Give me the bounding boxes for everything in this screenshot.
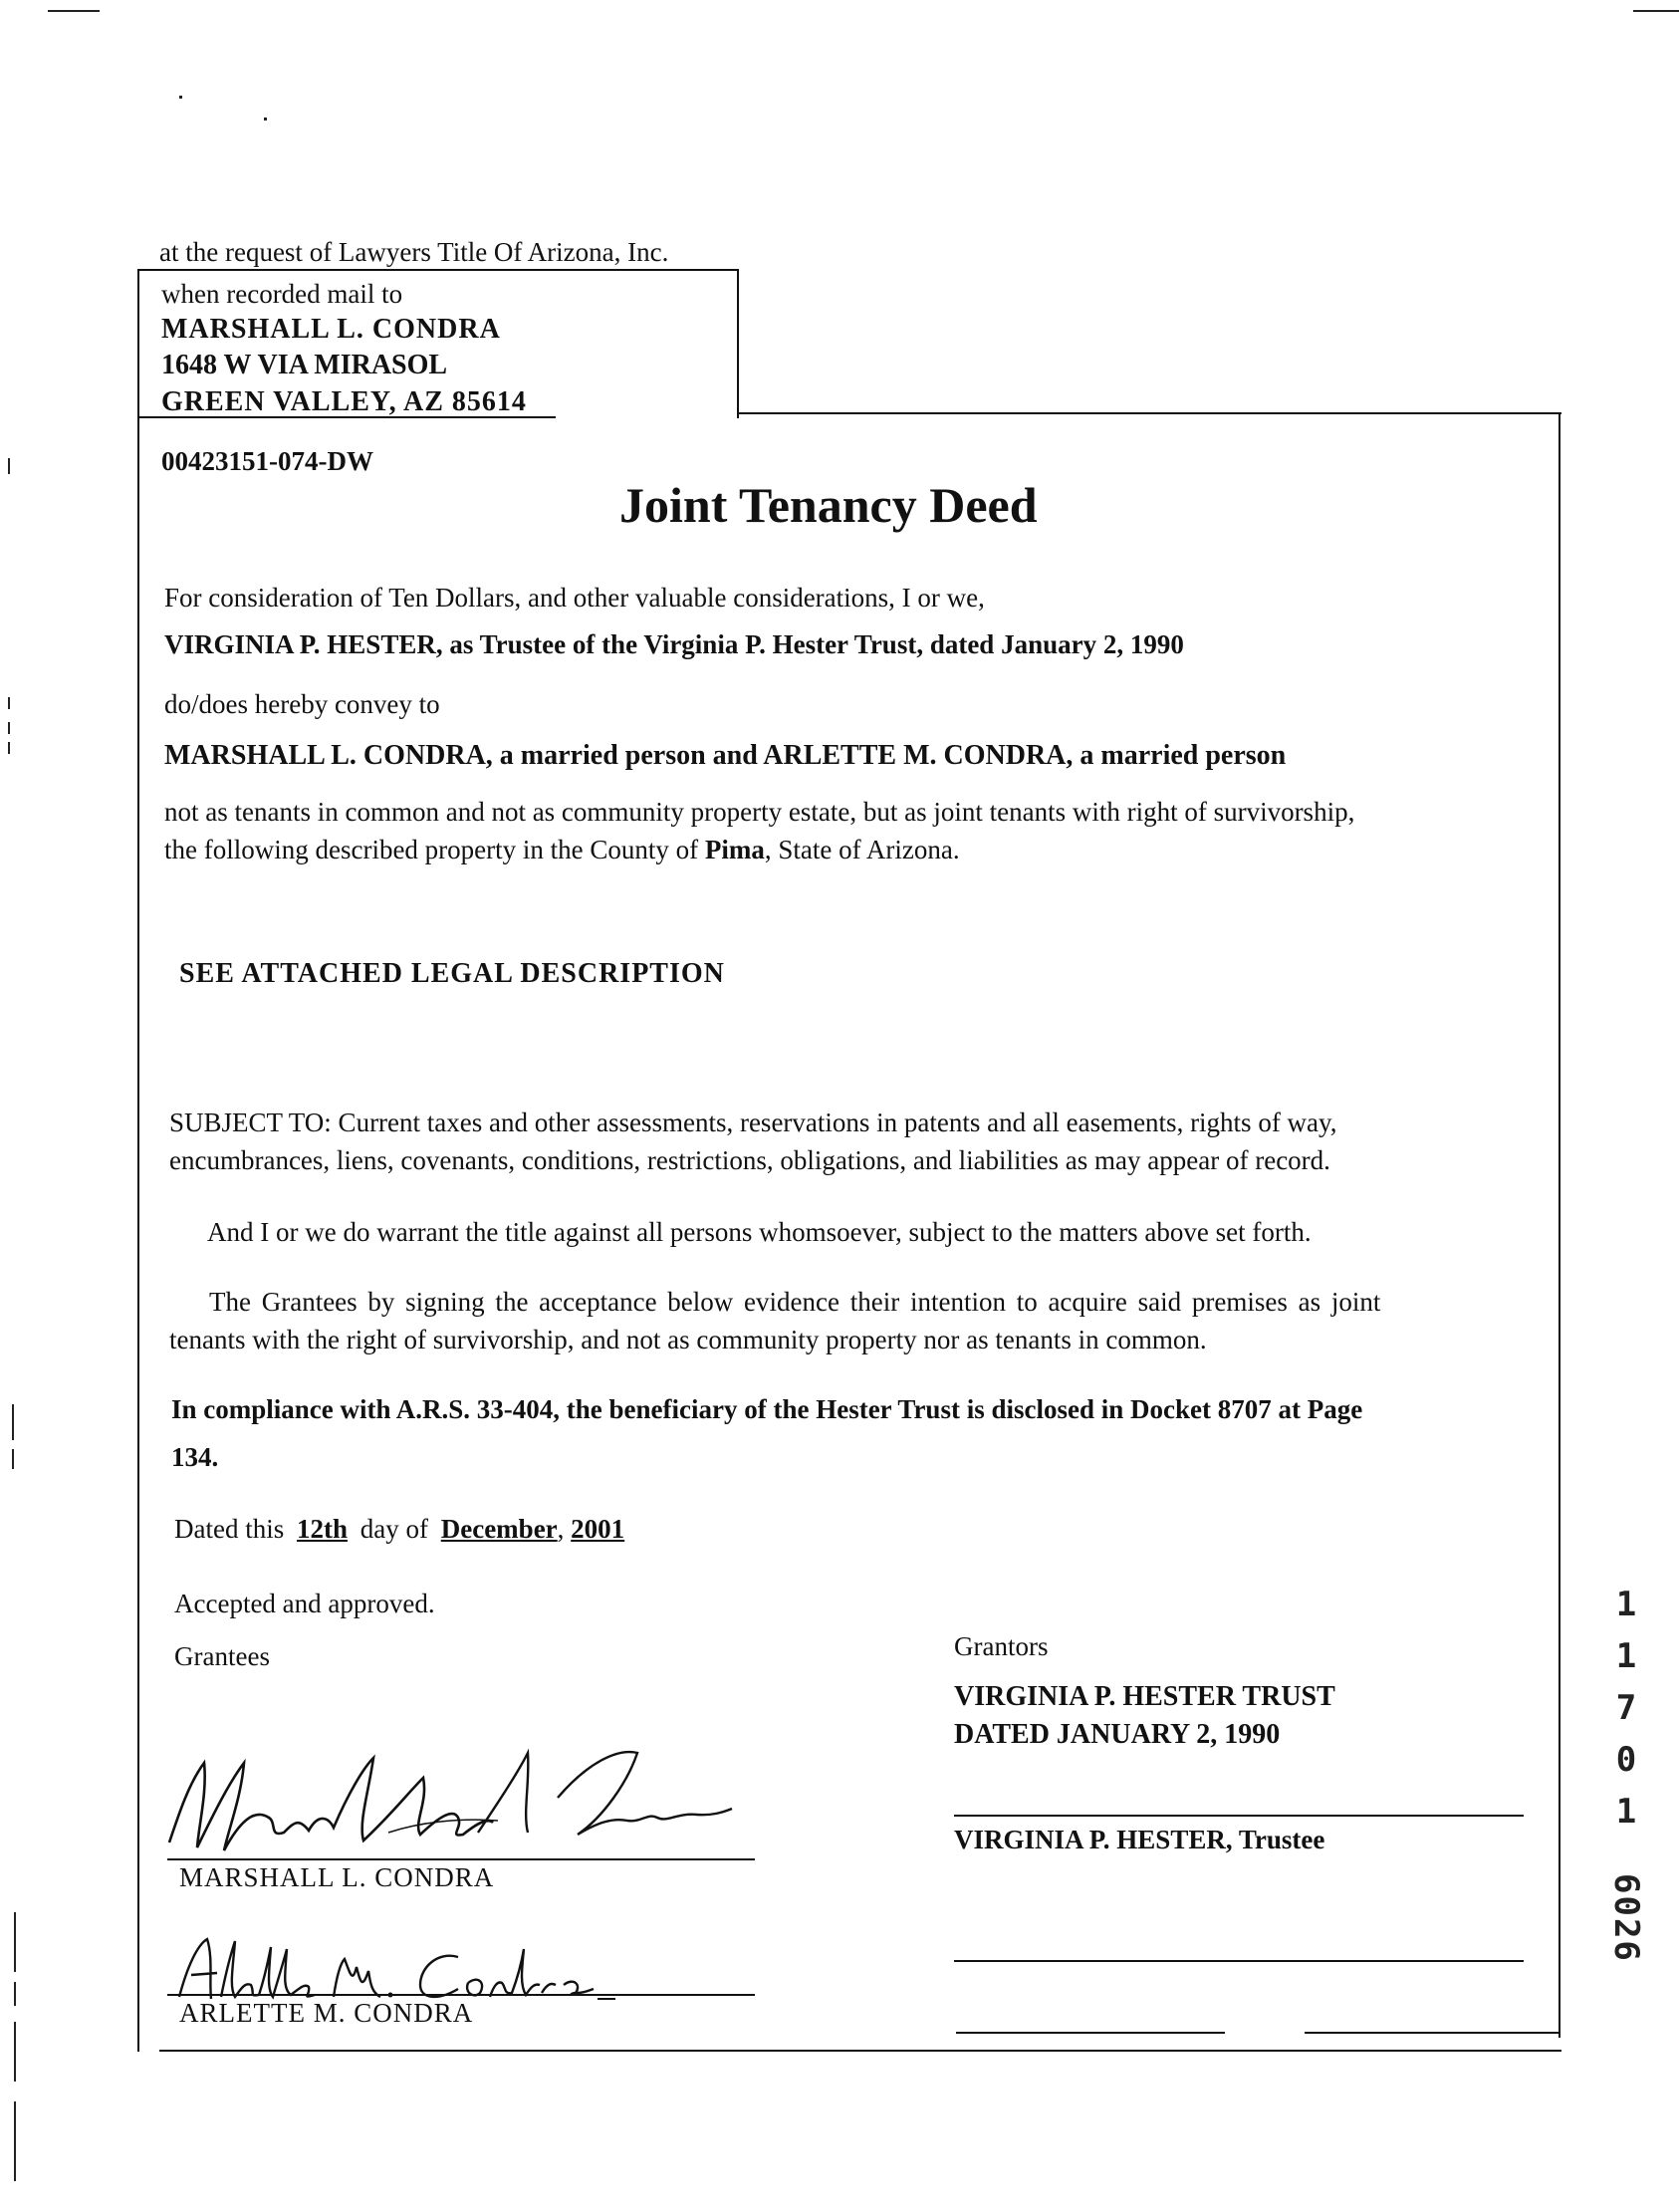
scan-mark bbox=[12, 1449, 14, 1469]
scan-mark bbox=[8, 697, 10, 709]
tenancy-text-2 bbox=[164, 835, 960, 865]
scan-mark bbox=[8, 722, 10, 734]
signature-line-arlette bbox=[167, 1994, 755, 1996]
dated-month: December bbox=[440, 1514, 558, 1544]
order-number: 00423151-074-DW bbox=[161, 446, 373, 476]
deed-frame-top-border bbox=[737, 412, 1561, 414]
dated-comma: , bbox=[557, 1514, 572, 1544]
dated-mid: day of bbox=[354, 1514, 435, 1544]
signer-name-arlette: ARLETTE M. CONDRA bbox=[179, 1998, 474, 2028]
stamp-digit: 0 bbox=[1615, 1740, 1637, 1780]
scan-mark bbox=[8, 458, 10, 474]
signer-trustee bbox=[954, 1825, 1324, 1855]
signer-trustee-name: VIRGINIA P. HESTER bbox=[954, 1825, 1226, 1854]
request-line: at the request of Lawyers Title Of Arizona, Inc. bbox=[159, 237, 669, 267]
grantors-label: Grantors bbox=[954, 1631, 1049, 1661]
bottom-rule-right bbox=[1305, 2032, 1559, 2034]
document-title: Joint Tenancy Deed bbox=[619, 477, 1038, 533]
scan-mark bbox=[264, 118, 267, 121]
tenancy-text-1: not as tenants in common and not as community property estate, but as joint tenants with right of survivorship, bbox=[164, 797, 1355, 827]
scan-mark bbox=[12, 1404, 14, 1440]
signature-line-trustee bbox=[954, 1815, 1524, 1817]
accepted-text: Accepted and approved. bbox=[174, 1589, 435, 1618]
tenancy-text-2b: , State of Arizona. bbox=[764, 835, 960, 864]
convey-text: do/does hereby convey to bbox=[164, 689, 440, 719]
scan-mark bbox=[179, 96, 182, 99]
grantees-label: Grantees bbox=[174, 1641, 270, 1671]
county-name: Pima bbox=[704, 835, 765, 864]
dated-day: 12th bbox=[296, 1514, 348, 1544]
legal-description-note: SEE ATTACHED LEGAL DESCRIPTION bbox=[179, 958, 725, 989]
stamp-digit: 1 bbox=[1615, 1792, 1637, 1832]
grantees-intent-text-2: tenants with the right of survivorship, and not as community property nor as tenants in common. bbox=[169, 1325, 1207, 1354]
recording-stamp bbox=[1606, 1579, 1646, 1963]
stamp-digit: 1 bbox=[1615, 1636, 1637, 1676]
stamp-digit: 7 bbox=[1615, 1688, 1637, 1728]
trust-name-line-2: DATED JANUARY 2, 1990 bbox=[954, 1719, 1281, 1750]
mail-box-left-border bbox=[137, 269, 139, 410]
scan-mark bbox=[1633, 10, 1679, 12]
signature-line-marshall bbox=[167, 1858, 755, 1860]
deed-frame-left-border bbox=[137, 410, 139, 2052]
trust-name-line-1: VIRGINIA P. HESTER TRUST bbox=[954, 1681, 1335, 1712]
scan-mark bbox=[14, 1912, 16, 1972]
deed-frame-bottom-border bbox=[159, 2050, 1561, 2052]
signature-line-grantor-blank bbox=[954, 1960, 1524, 1962]
subject-to-text-1: SUBJECT TO: Current taxes and other assessments, reservations in patents and all easements, rights of way, bbox=[169, 1107, 1337, 1137]
signature-marshall-condra bbox=[159, 1723, 737, 1862]
grantees-intent-text-1: The Grantees by signing the acceptance below evidence their intention to acquire said premises as joint bbox=[209, 1287, 1381, 1317]
mail-box-right-border bbox=[737, 269, 739, 418]
stamp-digit: 1 bbox=[1615, 1585, 1637, 1624]
mail-to-label: when recorded mail to bbox=[161, 279, 403, 309]
dated-year: 2001 bbox=[571, 1514, 625, 1544]
stamp-rotated-number: 6026 bbox=[1606, 1873, 1646, 1963]
dated-line bbox=[174, 1514, 624, 1545]
warranty-text: And I or we do warrant the title against all persons whomsoever, subject to the matters above set forth. bbox=[207, 1217, 1312, 1247]
scan-mark bbox=[14, 2022, 16, 2082]
tenancy-text-2a: the following described property in the County of bbox=[164, 835, 705, 864]
mail-box-top-border bbox=[137, 269, 739, 271]
compliance-text-1: In compliance with A.R.S. 33-404, the beneficiary of the Hester Trust is disclosed in Docket 8707 at Page bbox=[171, 1394, 1363, 1424]
compliance-text-2: 134. bbox=[171, 1442, 219, 1472]
signer-name-marshall: MARSHALL L. CONDRA bbox=[179, 1862, 495, 1892]
scan-mark bbox=[8, 742, 10, 754]
scan-mark bbox=[48, 10, 100, 12]
grantees-line: MARSHALL L. CONDRA, a married person and ARLETTE M. CONDRA, a married person bbox=[164, 740, 1287, 771]
scan-mark bbox=[14, 2101, 16, 2181]
deed-frame-right-border bbox=[1559, 412, 1560, 2038]
consideration-text: For consideration of Ten Dollars, and other valuable considerations, I or we, bbox=[164, 583, 985, 613]
grantor-line: VIRGINIA P. HESTER, as Trustee of the Virginia P. Hester Trust, dated January 2, 1990 bbox=[164, 629, 1184, 659]
bottom-rule-left bbox=[956, 2032, 1225, 2034]
mail-to-name: MARSHALL L. CONDRA bbox=[161, 314, 501, 345]
scan-mark bbox=[14, 1982, 16, 2006]
subject-to-text-2: encumbrances, liens, covenants, conditions, restrictions, obligations, and liabilities as may appear of record. bbox=[169, 1145, 1330, 1175]
mail-to-city: GREEN VALLEY, AZ 85614 bbox=[161, 386, 527, 417]
dated-prefix: Dated this bbox=[174, 1514, 291, 1544]
mail-to-street: 1648 W VIA MIRASOL bbox=[161, 350, 448, 380]
signer-trustee-role: , Trustee bbox=[1225, 1825, 1325, 1854]
